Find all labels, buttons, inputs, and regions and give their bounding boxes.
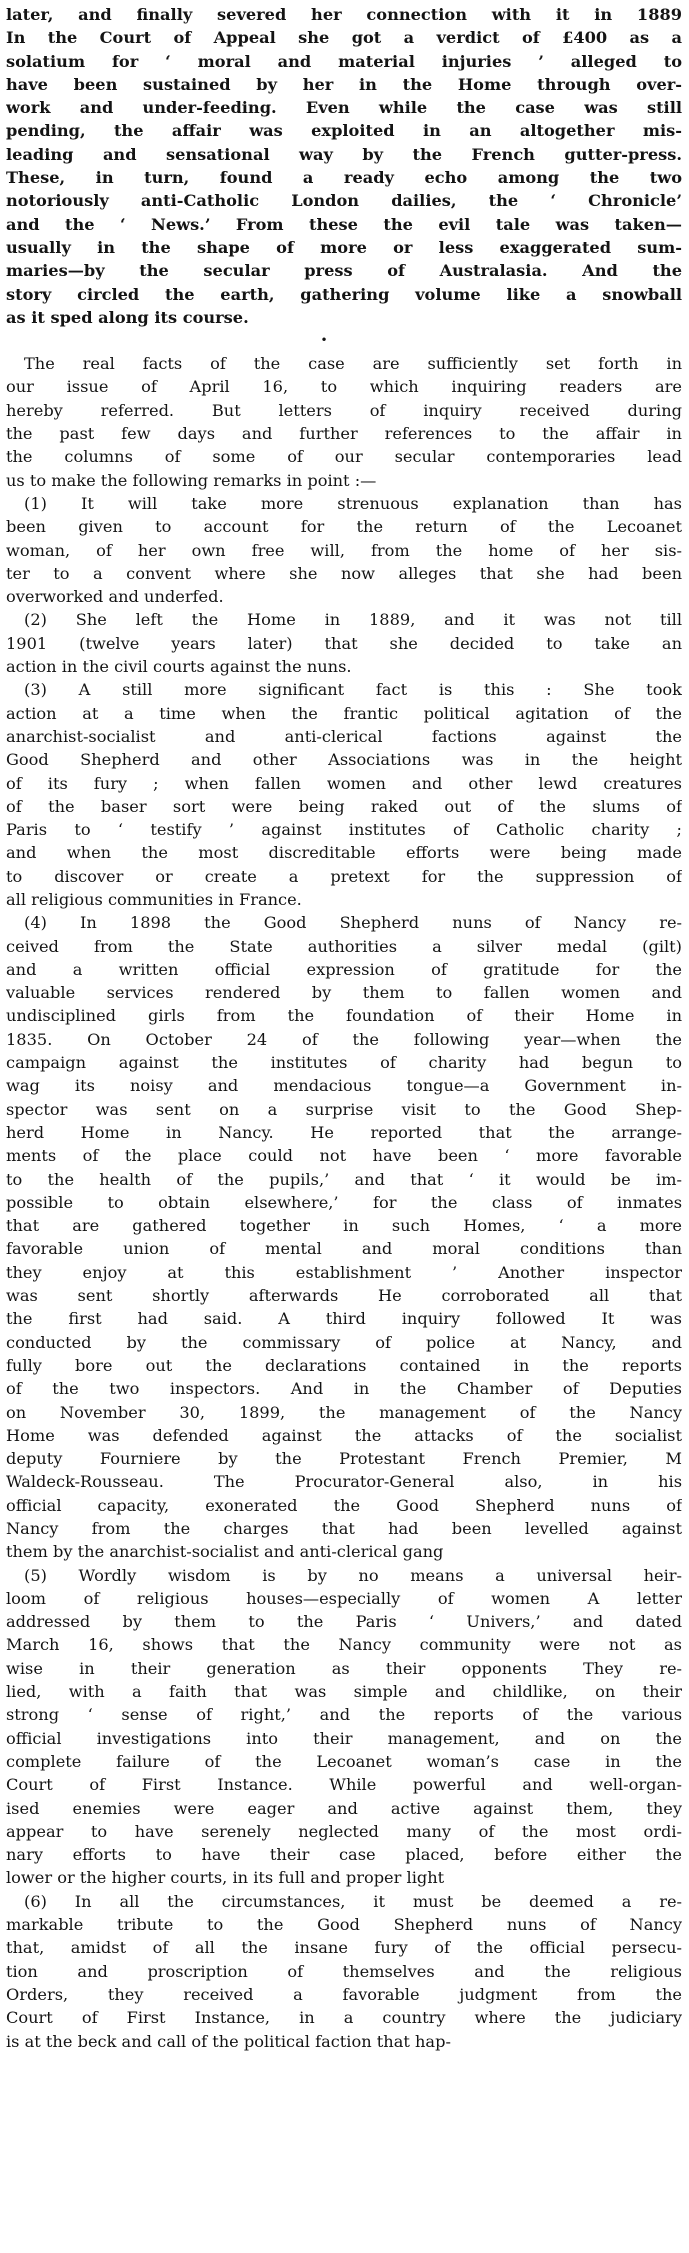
text-line: they enjoy at this establishment ’ Another inspector bbox=[6, 1262, 682, 1282]
text-line: of the two inspectors. And in the Chamber of Deputies bbox=[6, 1379, 682, 1399]
text-line: loom of religious houses—especially of women A letter bbox=[6, 1588, 682, 1608]
text-line: spector was sent on a surprise visit to the Good Shep- bbox=[6, 1099, 682, 1119]
text-line: solatium for ‘ moral and material injuries ’ alleged to bbox=[6, 51, 682, 71]
text-line: to the health of the pupils,’ and that ‘ it would be im- bbox=[6, 1169, 682, 1189]
text-line: valuable services rendered by them to fallen women and bbox=[6, 983, 682, 1003]
text-line: favorable union of mental and moral conditions than bbox=[6, 1239, 682, 1259]
text-line: Court of First Instance, in a country where the judiciary bbox=[6, 2008, 682, 2028]
text-line: March 16, shows that the Nancy community were not as bbox=[6, 1635, 682, 1655]
text-line: that, amidst of all the insane fury of the official persecu- bbox=[6, 1938, 682, 1958]
numbered-paragraph bbox=[6, 911, 682, 1563]
text-line: addressed by them to the Paris ‘ Univers,’ and dated bbox=[6, 1612, 682, 1632]
text-line: on November 30, 1899, the management of the Nancy bbox=[6, 1402, 682, 1422]
text-line: overworked and underfed. bbox=[6, 587, 224, 607]
text-line: In the Court of Appeal she got a verdict of £400 as a bbox=[6, 28, 682, 48]
numbered-paragraph bbox=[6, 1890, 682, 2053]
article-body bbox=[6, 352, 682, 2053]
text-line: that are gathered together in such Homes, ‘ a more bbox=[6, 1216, 682, 1236]
text-line: pending, the affair was exploited in an altogether mis- bbox=[6, 121, 682, 141]
numbered-paragraph bbox=[6, 492, 682, 608]
text-line: to discover or create a pretext for the suppression of bbox=[6, 866, 682, 886]
text-line: the columns of some of our secular contemporaries lead bbox=[6, 447, 682, 467]
text-line: the first had said. A third inquiry followed It was bbox=[6, 1309, 682, 1329]
text-line: been given to account for the return of the Lecoanet bbox=[6, 517, 682, 537]
text-line: all religious communities in France. bbox=[6, 889, 302, 909]
text-line: leading and sensational way by the French gutter-press. bbox=[6, 144, 682, 164]
text-line: (4) In 1898 the Good Shepherd nuns of Nancy re- bbox=[24, 913, 682, 933]
text-line: (1) It will take more strenuous explanation than has bbox=[24, 493, 682, 513]
text-line: possible to obtain elsewhere,’ for the class of inmates bbox=[6, 1192, 682, 1212]
text-line: lied, with a faith that was simple and childlike, on their bbox=[6, 1682, 682, 1702]
text-line: and the ‘ News.’ From these the evil tale was taken— bbox=[6, 214, 682, 234]
text-line: tion and proscription of themselves and the religious bbox=[6, 1961, 682, 1981]
text-line: nary efforts to have their case placed, before either the bbox=[6, 1845, 682, 1865]
text-line: later, and finally severed her connection with it in 1889 bbox=[6, 5, 682, 24]
text-line: of the baser sort were being raked out of the slums of bbox=[6, 796, 682, 816]
text-line: work and under-feeding. Even while the case was still bbox=[6, 98, 682, 118]
text-line: ceived from the State authorities a silver medal (gilt) bbox=[6, 936, 682, 956]
text-line: action at a time when the frantic political agitation of the bbox=[6, 703, 682, 723]
text-line: (6) In all the circumstances, it must be deemed a re- bbox=[24, 1891, 682, 1911]
text-line: complete failure of the Lecoanet woman’s case in the bbox=[6, 1751, 682, 1771]
text-line: ments of the place could not have been ‘ more favorable bbox=[6, 1146, 682, 1166]
text-line: conducted by the commissary of police at Nancy, and bbox=[6, 1332, 682, 1352]
text-line: strong ‘ sense of right,’ and the reports of the various bbox=[6, 1705, 682, 1725]
article-column bbox=[6, 3, 682, 2053]
text-line: ter to a convent where she now alleges that she had been bbox=[6, 563, 682, 583]
text-line: story circled the earth, gathering volume like a snowball bbox=[6, 284, 682, 304]
numbered-paragraph bbox=[6, 678, 682, 911]
text-line: as it sped along its course. bbox=[6, 307, 249, 327]
text-line: ised enemies were eager and active against them, they bbox=[6, 1798, 682, 1818]
text-line: wise in their generation as their opponents They re- bbox=[6, 1658, 682, 1678]
text-line: maries—by the secular press of Australasia. And the bbox=[6, 261, 682, 281]
text-line: official capacity, exonerated the Good Shepherd nuns of bbox=[6, 1495, 682, 1515]
lead-paragraph bbox=[6, 352, 682, 492]
text-line: undisciplined girls from the foundation of their Home in bbox=[6, 1006, 682, 1026]
text-line: them by the anarchist-socialist and anti-clerical gang bbox=[6, 1542, 444, 1562]
text-line: have been sustained by her in the Home through over- bbox=[6, 74, 682, 94]
text-line: official investigations into their management, and on the bbox=[6, 1728, 682, 1748]
text-line: was sent shortly afterwards He corroborated all that bbox=[6, 1286, 682, 1306]
text-line: The real facts of the case are sufficiently set forth in bbox=[24, 354, 682, 374]
text-line: Orders, they received a favorable judgment from the bbox=[6, 1984, 682, 2004]
text-line: woman, of her own free will, from the home of her sis- bbox=[6, 540, 682, 560]
intro-paragraph bbox=[6, 3, 682, 329]
text-line: action in the civil courts against the nuns. bbox=[6, 657, 352, 677]
text-line: deputy Fourniere by the Protestant French Premier, M bbox=[6, 1449, 682, 1469]
text-line: herd Home in Nancy. He reported that the arrange- bbox=[6, 1122, 682, 1142]
text-line: Court of First Instance. While powerful and well-organ- bbox=[6, 1775, 682, 1795]
text-line: (5) Wordly wisdom is by no means a universal heir- bbox=[24, 1565, 682, 1585]
text-line: anarchist-socialist and anti-clerical factions against the bbox=[6, 726, 682, 746]
text-line: wag its noisy and mendacious tongue—a Government in- bbox=[6, 1076, 682, 1096]
text-line: usually in the shape of more or less exaggerated sum- bbox=[6, 237, 682, 257]
text-line: (2) She left the Home in 1889, and it was not till bbox=[24, 610, 682, 630]
text-line: (3) A still more significant fact is this : She took bbox=[24, 680, 682, 700]
numbered-paragraph bbox=[6, 1564, 682, 1890]
text-line: fully bore out the declarations contained in the reports bbox=[6, 1355, 682, 1375]
text-line: Waldeck-Rousseau. The Procurator-General also, in his bbox=[6, 1472, 682, 1492]
text-line: These, in turn, found a ready echo among the two bbox=[6, 168, 682, 188]
text-line: hereby referred. But letters of inquiry received during bbox=[6, 400, 682, 420]
text-line: Good Shepherd and other Associations was in the height bbox=[6, 750, 682, 770]
text-line: is at the beck and call of the political faction that hap- bbox=[6, 2031, 451, 2051]
text-line: Home was defended against the attacks of the socialist bbox=[6, 1425, 682, 1445]
text-line: us to make the following remarks in point :— bbox=[6, 470, 377, 490]
text-line: and a written official expression of gratitude for the bbox=[6, 959, 682, 979]
text-line: campaign against the institutes of charity had begun to bbox=[6, 1053, 682, 1073]
text-line: 1901 (twelve years later) that she decided to take an bbox=[6, 633, 682, 653]
section-separator: • bbox=[320, 333, 328, 348]
text-line: 1835. On October 24 of the following year—when the bbox=[6, 1029, 682, 1049]
text-line: and when the most discreditable efforts were being made bbox=[6, 843, 682, 863]
text-line: Paris to ‘ testify ’ against institutes of Catholic charity ; bbox=[6, 820, 682, 840]
text-line: of its fury ; when fallen women and other lewd creatures bbox=[6, 773, 682, 793]
text-line: the past few days and further references to the affair in bbox=[6, 424, 682, 444]
numbered-paragraph bbox=[6, 608, 682, 678]
text-line: Nancy from the charges that had been levelled against bbox=[6, 1519, 682, 1538]
text-line: notoriously anti-Catholic London dailies, the ‘ Chronicle’ bbox=[6, 191, 682, 211]
text-line: markable tribute to the Good Shepherd nuns of Nancy bbox=[6, 1915, 682, 1935]
text-line: our issue of April 16, to which inquiring readers are bbox=[6, 377, 682, 397]
text-line: appear to have serenely neglected many of the most ordi- bbox=[6, 1821, 682, 1841]
text-line: lower or the higher courts, in its full and proper light bbox=[6, 1868, 445, 1888]
